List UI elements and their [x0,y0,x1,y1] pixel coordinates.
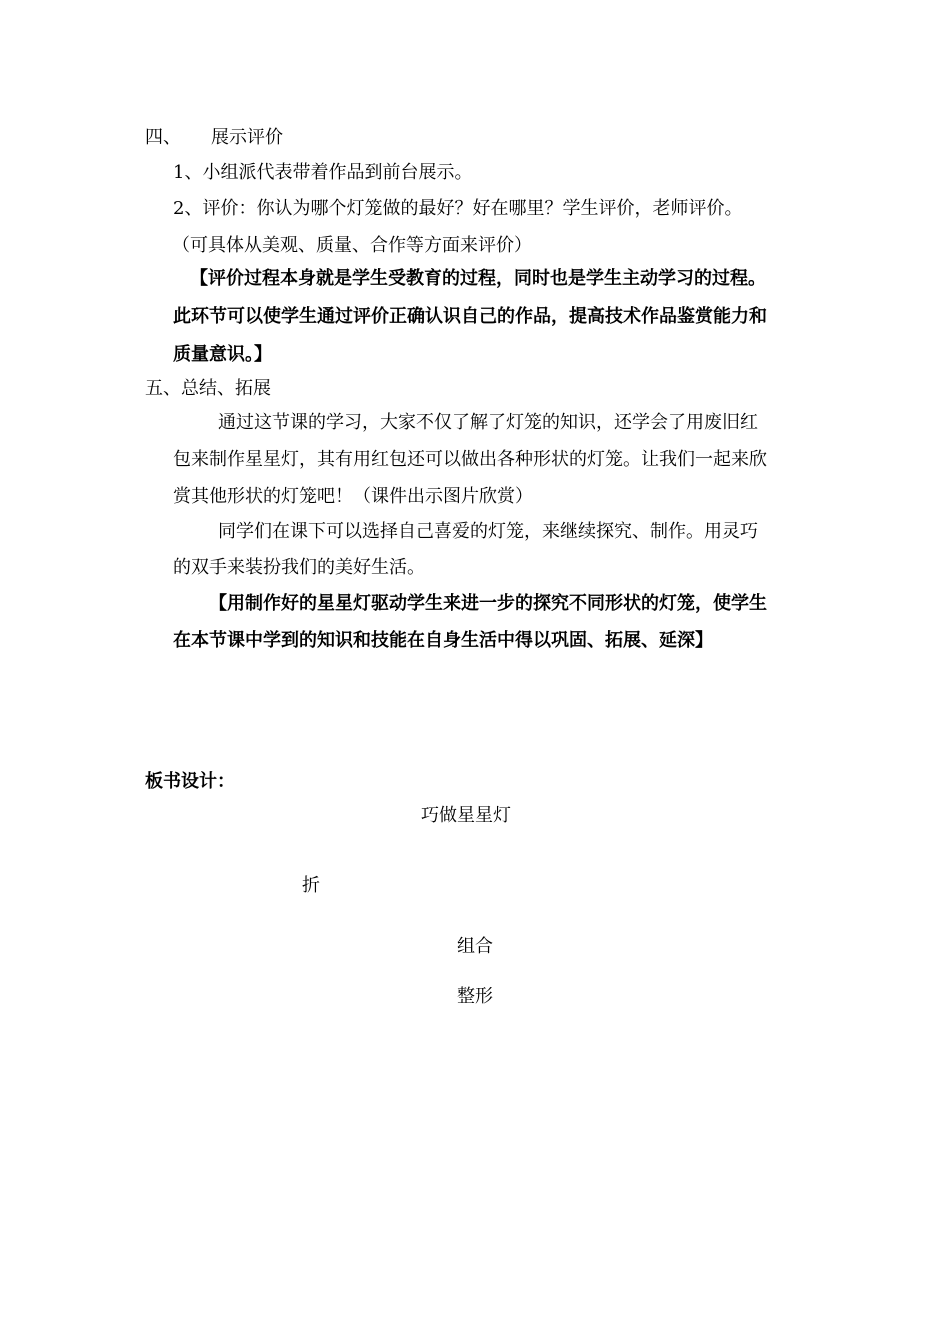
section4-comment-line: 质量意识。】 [173,344,272,365]
section5-paragraph-line: 的双手来装扮我们的美好生活。 [173,557,425,578]
section4-comment-line: 此环节可以使学生通过评价正确认识自己的作品，提高技术作品鉴赏能力和 [173,306,767,327]
section4-item-2: 2、评价：你认为哪个灯笼做的最好？好在哪里？学生评价，老师评价。 [173,198,743,219]
board-step-fold: 折 [302,875,320,896]
section4-item-2-note: （可具体从美观、质量、合作等方面来评价） [172,235,532,256]
section5-paragraph-line: 同学们在课下可以选择自己喜爱的灯笼，来继续探究、制作。用灵巧 [218,521,758,542]
section5-comment-line: 【用制作好的星星灯驱动学生来进一步的探究不同形状的灯笼，使学生 [209,593,767,614]
section5-paragraph-line: 通过这节课的学习，大家不仅了解了灯笼的知识，还学会了用废旧红 [218,412,758,433]
board-title: 巧做星星灯 [421,805,511,826]
section4-comment-line: 【评价过程本身就是学生受教育的过程，同时也是学生主动学习的过程。 [190,268,766,289]
section4-heading-text: 展示评价 [211,127,283,148]
board-design-label: 板书设计： [145,771,235,792]
section5-heading: 五、总结、拓展 [145,378,271,399]
board-step-combine: 组合 [457,936,493,957]
section4-item-1: 1、小组派代表带着作品到前台展示。 [173,162,473,183]
board-step-shape: 整形 [457,986,493,1007]
section5-comment-line: 在本节课中学到的知识和技能在自身生活中得以巩固、拓展、延深】 [173,630,713,651]
section4-heading-number: 四、 [145,127,181,148]
section5-paragraph-line: 包来制作星星灯，其有用红包还可以做出各种形状的灯笼。让我们一起来欣 [173,449,767,470]
section5-paragraph-line: 赏其他形状的灯笼吧！（课件出示图片欣赏） [173,486,533,507]
